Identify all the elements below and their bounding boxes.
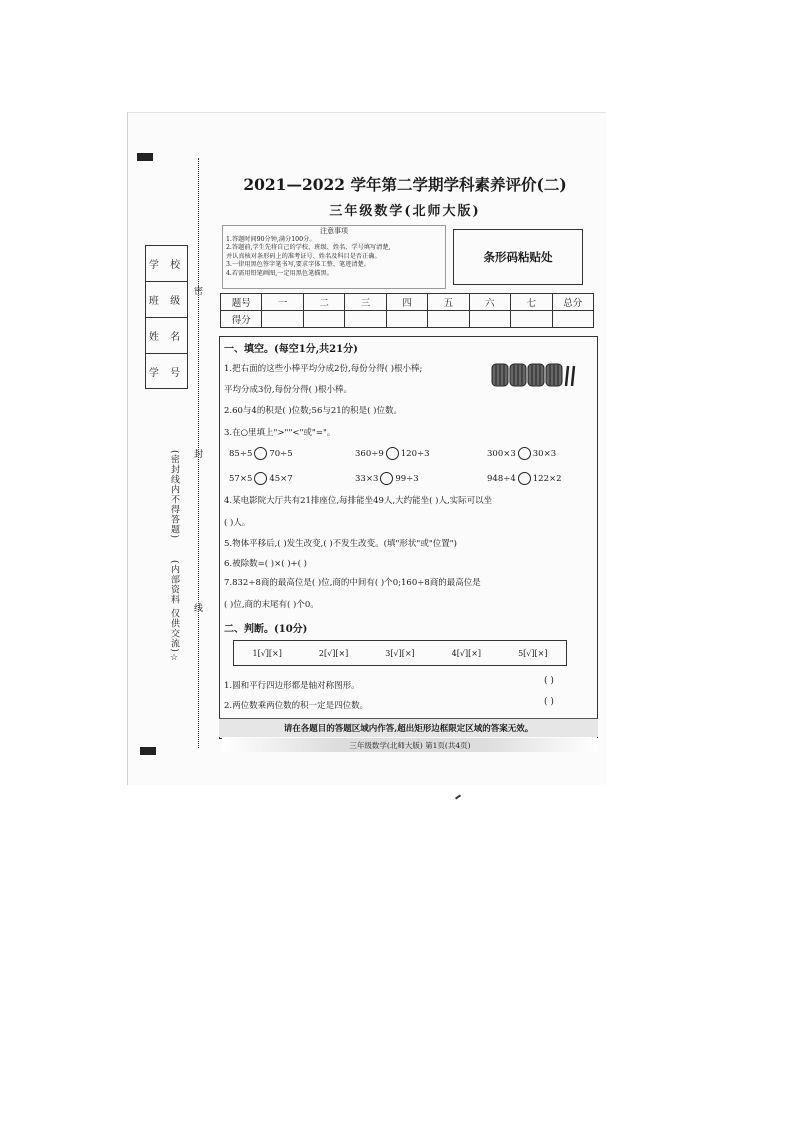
student-info-box — [145, 245, 188, 389]
score-cell[interactable] — [428, 311, 469, 328]
question-1a: 1.把右面的这些小棒平均分成2份,每份分得( )根小棒; — [224, 364, 423, 374]
question-3: 3.在○里填上">""<"或"="。 — [224, 428, 336, 438]
notice-item: 并认真核对条形码上的准考证号、姓名及科目是否正确。 — [226, 252, 381, 260]
notice-item: 1.答题时间90分钟,满分100分。 — [226, 235, 316, 243]
score-row-label: 得分 — [221, 311, 262, 328]
comparison-item: 300×3 30×3 — [487, 449, 557, 459]
score-header-cell: 三 — [345, 294, 386, 311]
notice-title: 注意事项 — [320, 227, 348, 235]
question-7a: 7.832÷8商的最高位是( )位,商的中间有( )个0;160÷8商的最高位是 — [224, 578, 481, 588]
tf-question-1-blank[interactable]: ( ) — [544, 676, 554, 686]
score-header-cell: 一 — [262, 294, 303, 311]
name-field: 姓 名 — [146, 318, 187, 354]
section1-title: 一、填空。(每空1分,共21分) — [224, 344, 358, 355]
score-header-cell: 总分 — [552, 294, 594, 311]
score-table-header-row — [221, 294, 594, 311]
seal-mark-mi: 密 — [194, 287, 204, 297]
registration-mark-top — [137, 153, 153, 161]
question-5: 5.物体平移后,( )发生改变,( )不发生改变。(填"形状"或"位置") — [224, 539, 457, 549]
sticks-illustration — [490, 361, 586, 391]
seal-note: (密封线内不得答题) — [169, 450, 179, 540]
single-stick — [572, 366, 574, 386]
score-cell[interactable] — [386, 311, 427, 328]
tf-answer-item[interactable]: 4[√][×] — [451, 648, 482, 658]
exam-subtitle: 三年级数学(北师大版) — [329, 204, 481, 219]
answer-circle[interactable] — [518, 447, 531, 460]
comparison-item: 57×5 45×7 — [229, 474, 293, 484]
stick-bundle-1 — [492, 364, 508, 386]
score-header-cell: 二 — [303, 294, 344, 311]
answer-circle[interactable] — [518, 472, 531, 485]
tf-answer-item[interactable]: 1[√][×] — [252, 648, 282, 658]
registration-mark-bottom — [140, 747, 156, 755]
notice-item: 3.一律用黑色签字笔书写,要求字体工整、笔迹清楚。 — [226, 261, 370, 269]
answer-circle[interactable] — [254, 447, 267, 460]
exam-title: 2021—2022 学年第二学期学科素养评价(二) — [243, 175, 567, 194]
tf-answer-item[interactable]: 3[√][×] — [385, 648, 415, 658]
score-cell[interactable] — [552, 311, 594, 328]
stick-bundle-4 — [546, 364, 562, 386]
comparison-item: 360÷9 120÷3 — [355, 449, 430, 459]
notice-item: 2.答题前,学生先将自己的学校、班级、姓名、学号填写清楚, — [226, 244, 391, 252]
score-cell[interactable] — [303, 311, 344, 328]
notice-item: 4.若需用铅笔画图,一定用黑色笔描黑。 — [226, 269, 333, 277]
tf-question-1: 1.圆和平行四边形都是轴对称图形。 — [224, 681, 360, 691]
score-cell[interactable] — [469, 311, 510, 328]
score-header-cell: 七 — [511, 294, 552, 311]
comparison-item: 85÷5 70÷5 — [229, 449, 293, 459]
scan-speck — [455, 794, 461, 799]
stick-bundle-2 — [510, 364, 526, 386]
seal-mark-feng: 封 — [194, 450, 204, 460]
score-header-cell: 六 — [469, 294, 510, 311]
question-1b: 平均分成3份,每份分得( )根小棒。 — [224, 385, 352, 395]
answer-circle[interactable] — [386, 447, 399, 460]
true-false-answer-box — [233, 640, 567, 666]
page-footer: 三年级数学(北师大版) 第1页(共4页) — [222, 738, 598, 752]
internal-note: (内部资料 仅供交流)☆ — [169, 560, 179, 664]
tf-answer-item[interactable]: 5[√][×] — [518, 648, 548, 658]
seal-mark-xian: 线 — [194, 604, 204, 614]
answer-circle[interactable] — [254, 472, 267, 485]
answer-circle[interactable] — [380, 472, 393, 485]
question-4b: ( )人。 — [224, 518, 251, 528]
score-cell[interactable] — [511, 311, 552, 328]
tf-question-2-blank[interactable]: ( ) — [544, 697, 554, 707]
comparison-item: 948÷4 122×2 — [487, 474, 562, 484]
question-7b: ( )位,商的末尾有( )个0。 — [224, 600, 319, 610]
question-2: 2.60与4的积是( )位数;56与21的积是( )位数。 — [224, 406, 402, 416]
school-field: 学 校 — [146, 246, 187, 282]
class-field: 班 级 — [146, 282, 187, 318]
single-stick — [566, 366, 568, 386]
tf-answer-item[interactable]: 2[√][×] — [318, 648, 349, 658]
score-cell[interactable] — [262, 311, 303, 328]
barcode-area: 条形码粘贴处 — [453, 229, 583, 285]
notice-box — [222, 225, 446, 289]
score-header-cell: 题号 — [221, 294, 262, 311]
score-header-cell: 四 — [386, 294, 427, 311]
score-table-row — [221, 311, 594, 328]
student-number-field: 学 号 — [148, 368, 185, 379]
score-table — [220, 293, 594, 328]
tf-question-2: 2.两位数乘两位数的积一定是四位数。 — [224, 701, 369, 711]
question-4a: 4.某电影院大厅共有21排座位,每排能坐49人,大约能坐( )人,实际可以坐 — [224, 496, 493, 506]
answer-area-warning: 请在各题目的答题区域内作答,超出矩形边框限定区域的答案无效。 — [219, 718, 598, 737]
question-6: 6.被除数=( )×( )+( ) — [224, 559, 307, 569]
score-cell[interactable] — [345, 311, 386, 328]
comparison-item: 33×3 99÷3 — [355, 474, 419, 484]
score-header-cell: 五 — [428, 294, 469, 311]
stick-bundle-3 — [528, 364, 544, 386]
section2-title: 二、判断。(10分) — [224, 624, 308, 635]
